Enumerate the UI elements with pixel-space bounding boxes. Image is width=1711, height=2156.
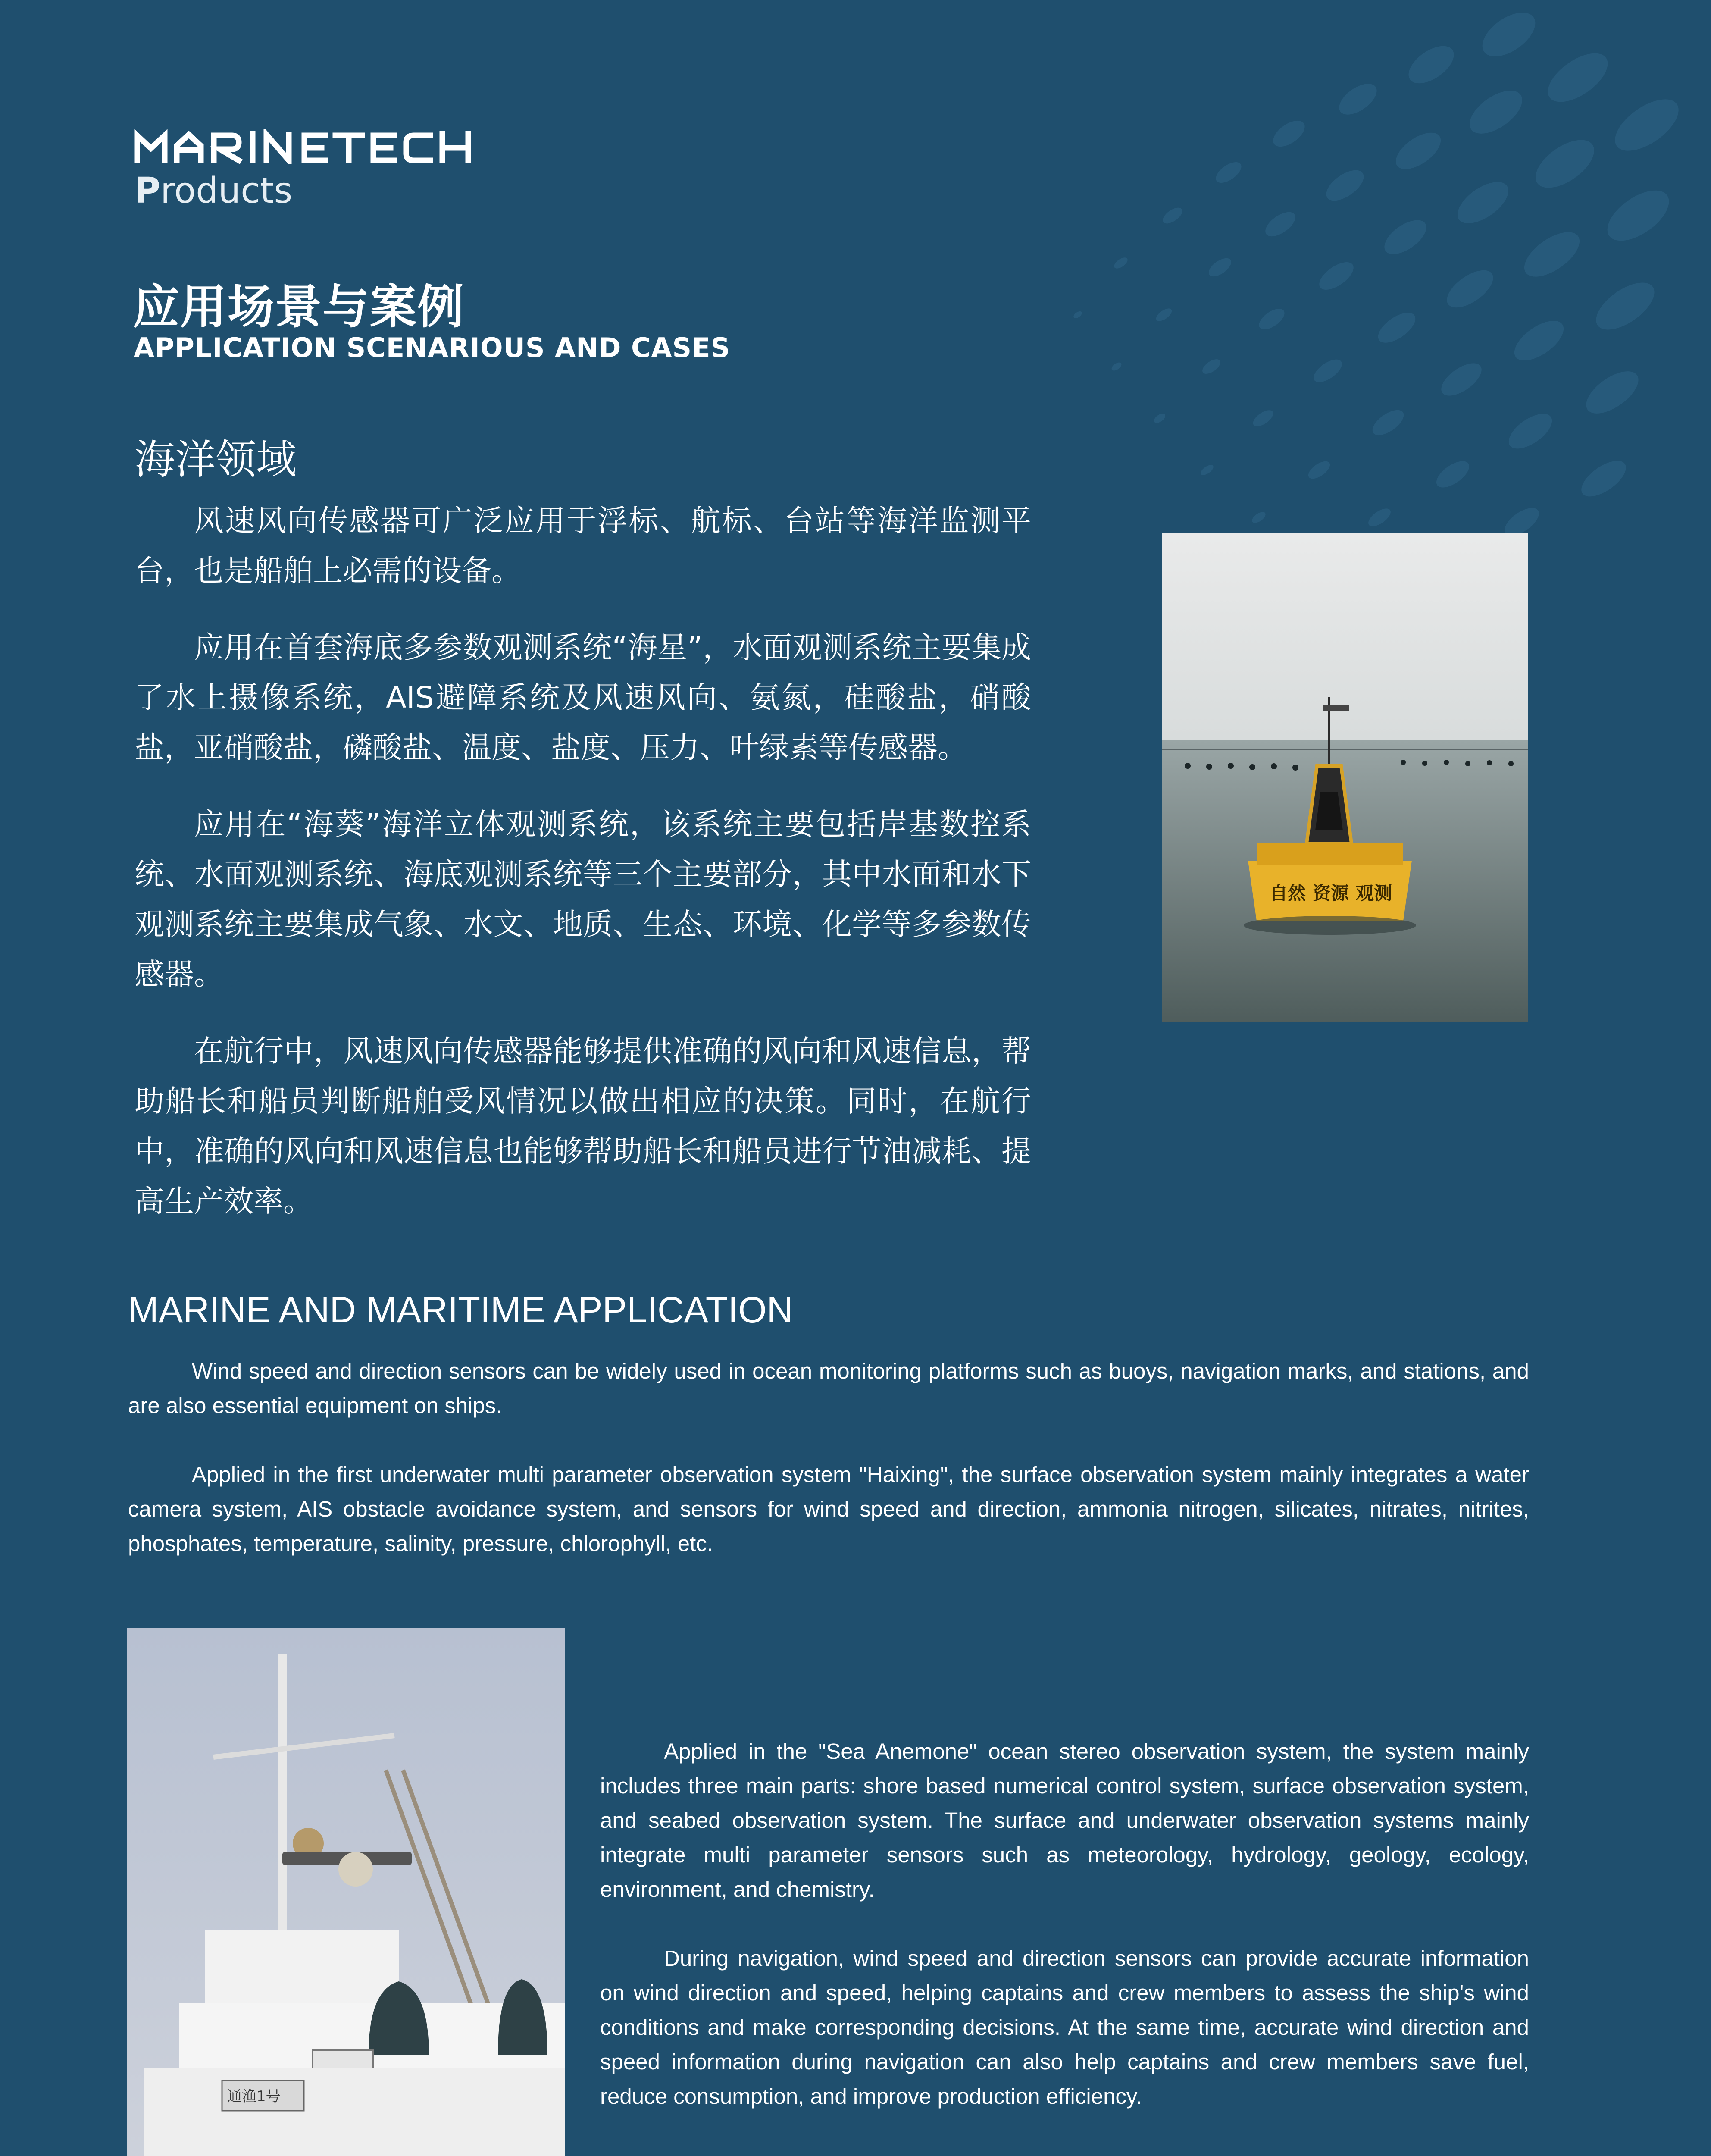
- marine-body-en: [128, 1354, 1529, 1595]
- products-initial: P: [135, 170, 161, 211]
- marine-heading-cn: 海洋领域: [135, 436, 297, 483]
- ship-hull-number: 通渔1号: [227, 2088, 281, 2105]
- products-rest: roducts: [160, 170, 293, 211]
- marine-side-body-en: [600, 1734, 1529, 2148]
- buoy-marking: 观测: [1356, 883, 1392, 904]
- en-paragraph: Wind speed and direction sensors can be widely used in ocean monitoring platforms such as buoys, navigation marks, and stations, and are also essential equipment on ships.: [128, 1359, 1529, 1418]
- page-title-cn: 应用场景与案例: [133, 280, 465, 334]
- cn-paragraph: 应用在首套海底多参数观测系统“海星”，水面观测系统主要集成了水上摄像系统，AIS避障系统及风速风向、氨氮，硅酸盐，硝酸盐，亚硝酸盐，磷酸盐、温度、盐度、压力、叶绿素等传感器。: [135, 630, 1031, 765]
- en-paragraph: Applied in the first underwater multi parameter observation system "Haixing", the surface observation system mainly integrates a water camera system, AIS obstacle avoidance system, and sensors for wind speed and direction, ammonia nitrogen, silicates, nitrates, nitrites, phosphates, temperature, salinity, pressure, chlorophyll, etc.: [128, 1462, 1529, 1556]
- buoy-marking: 自然: [1270, 883, 1306, 904]
- cn-paragraph: 在航行中，风速风向传感器能够提供准确的风向和风速信息，帮助船长和船员判断船舶受风情况以做出相应的决策。同时，在航行中，准确的风向和风速信息也能够帮助船长和船员进行节油减耗、提高生产效率。: [135, 1034, 1031, 1219]
- page-title-en: APPLICATION SCENARIOUS AND CASES: [134, 332, 731, 364]
- marinetech-logo: [134, 129, 483, 164]
- buoy-photo: [1162, 533, 1528, 1022]
- cn-paragraph: 应用在“海葵”海洋立体观测系统，该系统主要包括岸基数控系统、水面观测系统、海底观测系统等三个主要部分，其中水面和水下观测系统主要集成气象、水文、地质、生态、环境、化学等多参数传感器。: [135, 807, 1031, 992]
- marine-body-cn: [135, 496, 1031, 1253]
- en-side-paragraph: Applied in the "Sea Anemone" ocean stereo observation system, the system mainly includes three main parts: shore based numerical control system, surface observation system, and seabed observation system. The surface and underwater observation systems mainly integrate multi parameter sensors such as meteorology, hydrology, geology, ecology, environment, and chemistry.: [600, 1739, 1529, 1902]
- products-label: [135, 170, 292, 211]
- cn-paragraph: 风速风向传感器可广泛应用于浮标、航标、台站等海洋监测平台，也是船舶上必需的设备。: [135, 504, 1031, 588]
- ship-photo: [127, 1628, 565, 2156]
- en-side-paragraph: During navigation, wind speed and direction sensors can provide accurate information on wind direction and speed, helping captains and crew members to assess the ship's wind conditions and make corresponding decisions. At the same time, accurate wind direction and speed information during navigation can also help captains and crew members save fuel, reduce consumption, and improve production efficiency.: [600, 1946, 1529, 2109]
- marine-heading-en: MARINE AND MARITIME APPLICATION: [128, 1290, 793, 1331]
- buoy-marking: 资源: [1313, 883, 1349, 904]
